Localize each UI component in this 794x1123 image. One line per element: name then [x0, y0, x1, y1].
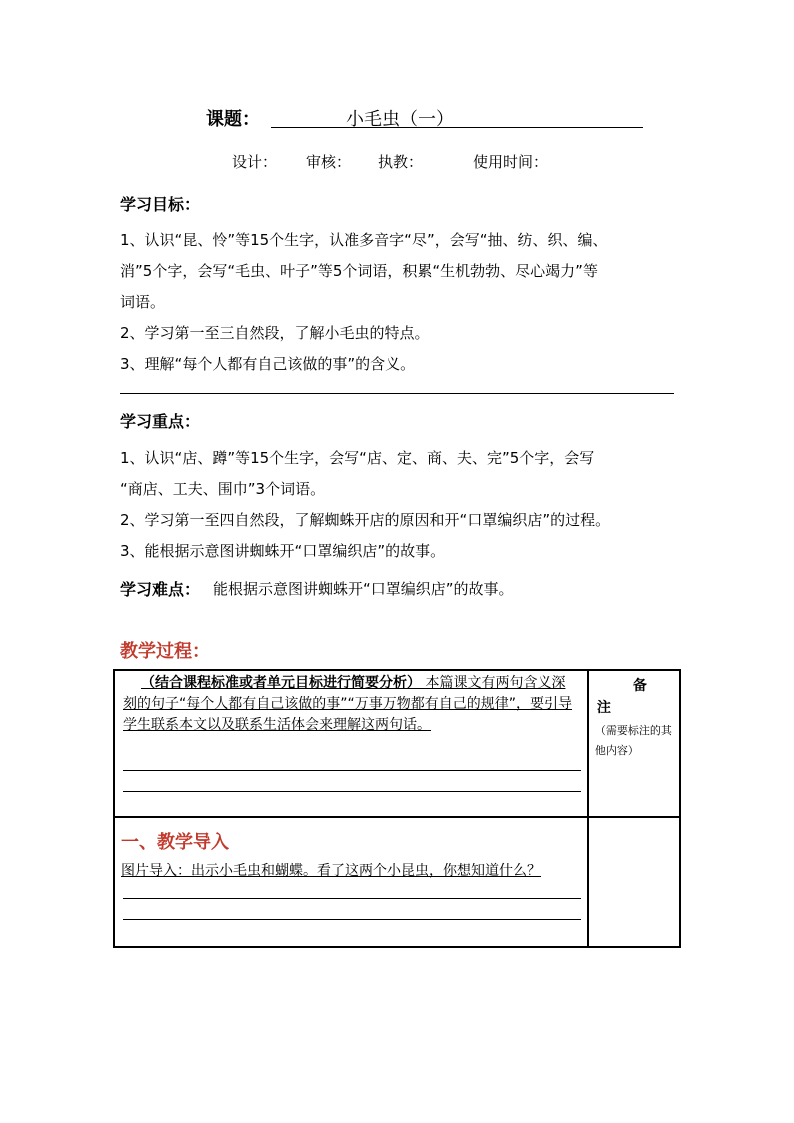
key-point-line: 1、认识“店、蹲”等15个生字，会写“店、定、商、夫、完”5个字，会写 — [120, 449, 595, 467]
note-title-char: 备 — [632, 678, 647, 694]
objective-line: 消”5个字，会写“毛虫、叶子”等5个词语，积累“生机勃勃、尽心竭力”等 — [120, 262, 598, 280]
key-point-line: 2、学习第一至四自然段，了解蜘蛛开店的原因和开“口罩编织店”的过程。 — [120, 511, 611, 529]
process-table — [113, 669, 681, 948]
objectives-heading: 学习目标： — [120, 195, 201, 214]
analysis-prefix: （结合课程标准或者单元目标进行简要分析） — [141, 675, 421, 691]
objective-line: 词语。 — [120, 293, 166, 311]
blank-line[interactable] — [123, 898, 581, 899]
difficulty-heading: 学习难点： — [120, 580, 201, 599]
note-title-char: 注 — [596, 700, 611, 716]
objective-line: 2、学习第一至三自然段，了解小毛虫的特点。 — [120, 324, 430, 342]
note-title — [589, 671, 679, 719]
analysis-text: 本篇课文有两句含义深刻的句子“每个人都有自己该做的事”“万事万物都有自己的规律”，要引导学生联系本文以及联系生活体会来理解这两句话。 — [123, 675, 573, 733]
note-subtitle: （需要标注的其他内容） — [594, 724, 672, 757]
section-divider — [120, 393, 674, 394]
blank-line[interactable] — [123, 791, 581, 792]
blank-line[interactable] — [123, 919, 581, 920]
key-point-line: 3、能根据示意图讲蜘蛛开“口罩编织店”的故事。 — [120, 542, 446, 560]
note-cell — [588, 670, 680, 817]
intro-text: 图片导入：出示小毛虫和蝴蝶。看了这两个小昆虫，你想知道什么？ — [121, 863, 541, 879]
title-underline — [271, 127, 643, 128]
intro-cell — [114, 817, 588, 947]
analysis-cell — [114, 670, 588, 817]
time-label: 使用时间： — [473, 153, 549, 171]
key-points-heading: 学习重点： — [120, 412, 201, 431]
review-label: 审核： — [306, 153, 352, 171]
key-point-line: “商店、工夫、围巾”3个词语。 — [120, 480, 326, 498]
objective-line: 1、认识“昆、怜”等15个生字，认准多音字“尽”，会写“抽、纺、织、编、 — [120, 231, 608, 249]
design-label: 设计： — [232, 153, 278, 171]
title-label: 课题： — [206, 109, 260, 130]
process-heading: 教学过程： — [120, 641, 210, 662]
difficulty-text: 能根据示意图讲蜘蛛开“口罩编织店”的故事。 — [213, 580, 514, 598]
blank-line[interactable] — [123, 770, 581, 771]
intro-note-cell[interactable] — [588, 817, 680, 947]
intro-heading: 一、教学导入 — [121, 832, 229, 853]
objective-line: 3、理解“每个人都有自己该做的事”的含义。 — [120, 355, 416, 373]
lesson-title: 小毛虫（一） — [346, 109, 454, 130]
analysis-paragraph — [115, 671, 584, 736]
teach-label: 执教： — [378, 153, 424, 171]
